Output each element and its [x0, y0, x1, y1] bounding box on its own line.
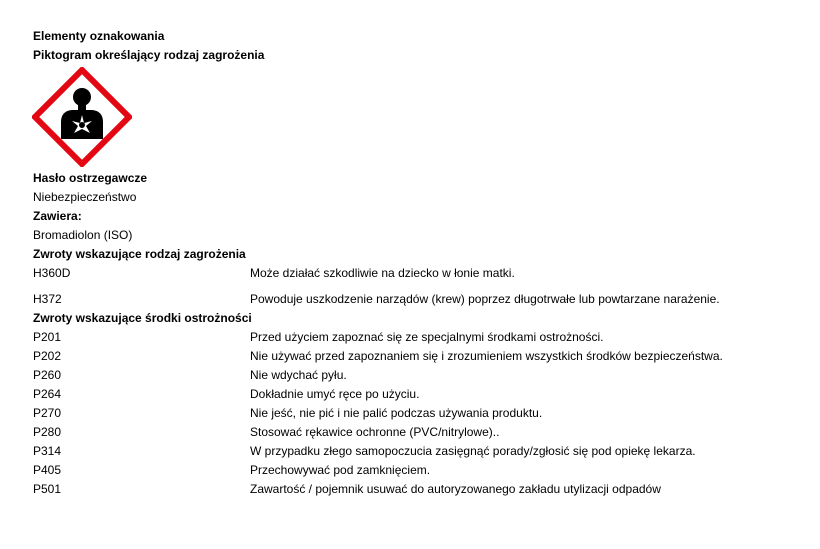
precaution-text: Dokładnie umyć ręce po użyciu.: [250, 387, 420, 401]
precaution-code: P270: [33, 406, 62, 420]
section-heading-label-elements: Elementy oznakowania: [33, 29, 165, 43]
signal-word: Niebezpieczeństwo: [33, 190, 137, 204]
precaution-code: P201: [33, 330, 62, 344]
precaution-code: P314: [33, 444, 62, 458]
contains-value: Bromadiolon (ISO): [33, 228, 133, 242]
precaution-heading: Zwroty wskazujące środki ostrożności: [33, 311, 252, 325]
hazard-code: H360D: [33, 266, 71, 280]
precaution-code: P264: [33, 387, 62, 401]
precaution-text: Stosować rękawice ochronne (PVC/nitrylowe)..: [250, 425, 500, 439]
health-hazard-icon: [32, 67, 132, 167]
precaution-code: P260: [33, 368, 62, 382]
hazard-heading: Zwroty wskazujące rodzaj zagrożenia: [33, 247, 246, 261]
precaution-code: P405: [33, 463, 62, 477]
signal-word-label: Hasło ostrzegawcze: [33, 171, 148, 185]
precaution-code: P202: [33, 349, 62, 363]
precaution-text: Nie używać przed zapoznaniem się i zrozumieniem wszystkich środków bezpieczeństwa.: [250, 349, 723, 363]
pictogram-heading: Piktogram określający rodzaj zagrożenia: [33, 48, 265, 62]
precaution-text: W przypadku złego samopoczucia zasięgnąć porady/zgłosić się pod opiekę lekarza.: [250, 444, 696, 458]
precaution-code: P280: [33, 425, 62, 439]
precaution-text: Przechowywać pod zamknięciem.: [250, 463, 431, 477]
precaution-code: P501: [33, 482, 62, 496]
hazard-text: Powoduje uszkodzenie narządów (krew) poprzez długotrwałe lub powtarzane narażenie.: [250, 292, 720, 306]
contains-label: Zawiera:: [33, 209, 82, 223]
hazard-code: H372: [33, 292, 62, 306]
precaution-text: Nie wdychać pyłu.: [250, 368, 347, 382]
precaution-text: Zawartość / pojemnik usuwać do autoryzowanego zakładu utylizacji odpadów: [250, 482, 661, 496]
hazard-text: Może działać szkodliwie na dziecko w łonie matki.: [250, 266, 515, 280]
precaution-text: Przed użyciem zapoznać się ze specjalnymi środkami ostrożności.: [250, 330, 604, 344]
precaution-text: Nie jeść, nie pić i nie palić podczas używania produktu.: [250, 406, 543, 420]
